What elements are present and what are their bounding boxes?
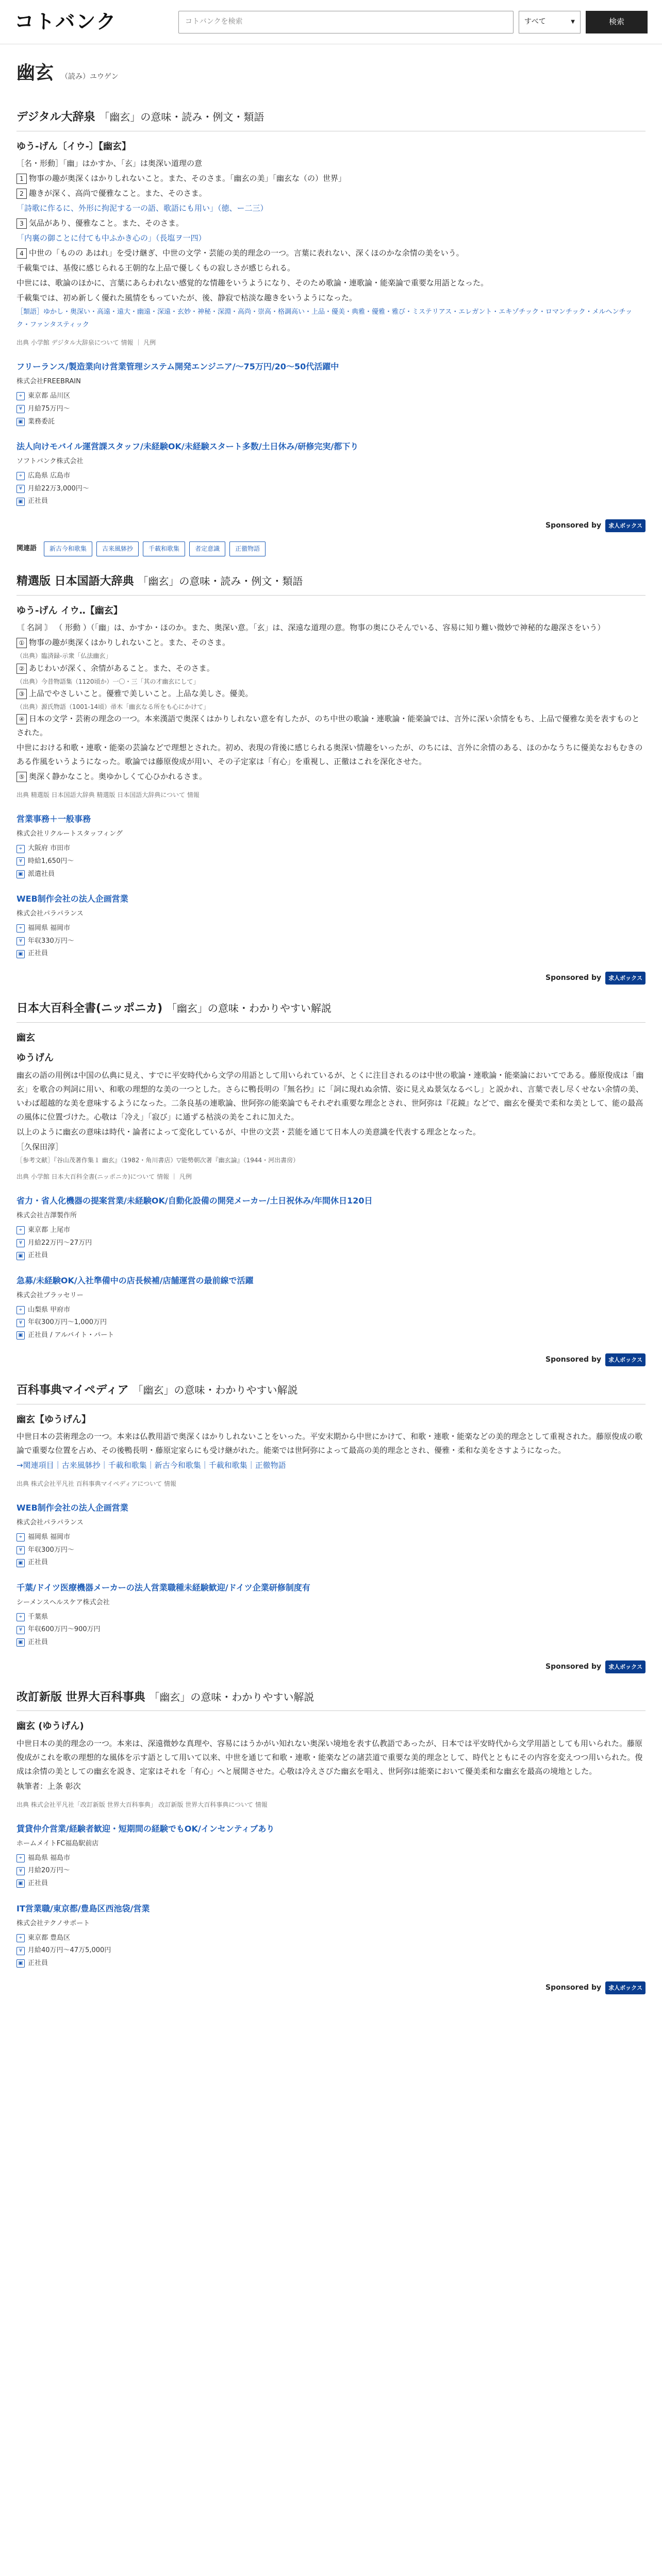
briefcase-icon: ▣ (16, 1559, 25, 1567)
sponsor-logo[interactable]: 求人ボックス (605, 972, 646, 985)
page-title: 幽玄 (16, 62, 54, 83)
references: ［参考文献］『谷山茂著作集１ 幽玄』（1982・角川書店）▽能勢朝次著『幽玄論』（1944・河出書房） (16, 1156, 300, 1164)
dictionary-name[interactable]: 精選版 日本国語大辞典 (16, 575, 134, 588)
job-company: ホームメイトFC福島駅前店 (16, 1839, 99, 1848)
section-heading-tail: 「幽玄」の意味・わかりやすい解説 (166, 1002, 332, 1015)
job-location (16, 1304, 646, 1317)
job-type-text: 正社員 (28, 1558, 48, 1567)
headword-reading: ゆうげん (16, 1053, 54, 1064)
section-heading-tail: 「幽玄」の意味・読み・例文・類語 (99, 111, 264, 123)
author: ［久保田淳］ (16, 1142, 63, 1151)
sense-3 (16, 687, 646, 701)
sponsor-logo[interactable]: 求人ボックス (605, 1660, 646, 1673)
sponsor-logo[interactable]: 求人ボックス (605, 1981, 646, 1994)
job-location-text: 東京都 豊島区 (28, 1934, 71, 1942)
citation: （出典）源氏物語（1001‐14頃）帚木「幽玄なる所をも心にかけて」 (16, 703, 210, 711)
sponsor-logo[interactable]: 求人ボックス (605, 1353, 646, 1366)
job-type-text: 正社員 (28, 1638, 48, 1646)
sponsor-label: Sponsored by (545, 974, 602, 982)
job-salary (16, 1544, 646, 1557)
briefcase-icon: ▣ (16, 1638, 25, 1647)
job-location-text: 福島県 福島市 (28, 1854, 71, 1862)
citation: （出典）今昔物語集（1120頃か）一〇・三「其の才幽玄にして」 (16, 677, 200, 685)
job-location-text: 山梨県 甲府市 (28, 1306, 71, 1314)
related-tag[interactable]: 古来風躰抄 (96, 541, 139, 556)
job-type (16, 416, 646, 429)
job-location (16, 390, 646, 403)
briefcase-icon: ▣ (16, 950, 25, 958)
job-title[interactable]: IT営業職/東京都/豊島区西池袋/営業 (16, 1903, 150, 1913)
job-list (16, 1194, 646, 1342)
briefcase-icon: ▣ (16, 1959, 25, 1968)
sponsor-bar (16, 1353, 646, 1366)
map-pin-icon: ⌖ (16, 1613, 25, 1621)
job-location (16, 470, 646, 483)
job-location (16, 1932, 646, 1945)
job-salary-text: 年収300万円～1,000万円 (28, 1318, 107, 1327)
briefcase-icon: ▣ (16, 870, 25, 878)
job-type-text: 正社員 / アルバイト・パート (28, 1331, 114, 1340)
sponsor-label: Sponsored by (545, 1355, 602, 1364)
sponsor-label: Sponsored by (545, 1983, 602, 1992)
section-heading (16, 108, 646, 131)
job-company: 株式会社FREEBRAIN (16, 378, 81, 386)
section-heading-tail: 「幽玄」の意味・わかりやすい解説 (133, 1384, 298, 1397)
sense-text: 気品があり、優雅なこと。また、そのさま。 (29, 218, 184, 228)
job-location (16, 1852, 646, 1865)
job-company: シーメンスヘルスケア株式会社 (16, 1598, 110, 1606)
entry-title-bar (16, 44, 646, 93)
job-location (16, 1224, 646, 1237)
sense-1 (16, 636, 646, 650)
headword: ゆう‐げん〔イウ‐〕【幽玄】 (16, 141, 131, 152)
related-tag[interactable]: 千載和歌集 (143, 541, 185, 556)
job-salary-text: 月給22万円～27万円 (28, 1239, 92, 1247)
briefcase-icon: ▣ (16, 418, 25, 426)
job-location (16, 842, 646, 855)
briefcase-icon: ▣ (16, 498, 25, 506)
map-pin-icon: ⌖ (16, 1533, 25, 1541)
job-card[interactable] (16, 812, 646, 880)
sense-text: 奥深く静かなこと。奥ゆかしくて心ひかれるさま。 (29, 772, 207, 782)
sponsor-bar (16, 1660, 646, 1673)
sense-number: 2 (16, 189, 27, 199)
job-title[interactable]: WEB制作会社の法人企画営業 (16, 894, 128, 904)
job-salary-text: 年収600万円～900万円 (28, 1625, 101, 1634)
sense-text: 物事の趣が奥深くはかりしれないこと。また、そのさま。「幽玄の美」「幽玄な（の）世界」 (29, 174, 346, 183)
job-location-text: 福岡県 福岡市 (28, 924, 71, 932)
job-card[interactable] (16, 439, 646, 508)
sponsor-bar (16, 519, 646, 532)
job-title[interactable]: 営業事務＋一般事務 (16, 814, 91, 824)
job-company: 株式会社ブラッセリー (16, 1292, 84, 1299)
job-location (16, 922, 646, 935)
section-heading-tail: 「幽玄」の意味・わかりやすい解説 (149, 1690, 315, 1703)
job-type (16, 868, 646, 881)
job-salary-text: 月給20万円～ (28, 1867, 70, 1875)
sense-extra[interactable]: 「内裏の御ことに付ても中ふかき心の」（長塩ヲ一四） (16, 233, 206, 243)
job-location-text: 千葉県 (28, 1613, 48, 1621)
job-type-text: 業務委託 (28, 417, 55, 426)
author: 執筆者：上条 彰次 (16, 1781, 81, 1791)
job-title[interactable]: 千葉/ドイツ医療機器メーカーの法人営業職種未経験歓迎/ドイツ企業研修制度有 (16, 1582, 310, 1592)
sense-2 (16, 662, 646, 675)
search-input[interactable]: コトバンクを検索 (178, 11, 514, 33)
job-card[interactable] (16, 1581, 646, 1649)
job-location (16, 1531, 646, 1544)
sense-text: あじわいが深く、余情があること。また、そのさま。 (29, 663, 214, 673)
sense-text: 上品でやさしいこと。優雅で美しいこと。上品な美しさ。優美。 (29, 689, 253, 699)
sense-4 (16, 246, 646, 260)
sense-number: ④ (16, 714, 27, 724)
job-salary-text: 月給40万円～47万5,000円 (28, 1946, 111, 1955)
dictionary-name[interactable]: デジタル大辞泉 (16, 111, 95, 124)
citation: （出典）臨済録‐示衆「仏法幽玄」 (16, 652, 112, 660)
job-company: 株式会社パラパランス (16, 910, 84, 918)
map-pin-icon: ⌖ (16, 1854, 25, 1862)
job-title[interactable]: フリーランス/製造業向け営業管理システム開発エンジニア/～75万円/20～50代活躍中 (16, 362, 339, 372)
job-card[interactable] (16, 892, 646, 960)
related-tag[interactable]: 者定意識 (189, 541, 225, 556)
section-heading-tail: 「幽玄」の意味・読み・例文・類語 (138, 575, 303, 588)
headword: 幽玄 (ゆうげん) (16, 1721, 84, 1732)
sense-4 (16, 712, 646, 740)
job-location-text: 福岡県 福岡市 (28, 1533, 71, 1541)
paragraph: 以上のように幽玄の意味は時代・論者によって変化しているが、中世の文芸・芸能を通じて日本人の美意識を代表する理念となった。 (16, 1127, 481, 1137)
map-pin-icon: ⌖ (16, 924, 25, 933)
job-company: 株式会社テクノサポート (16, 1919, 90, 1927)
map-pin-icon: ⌖ (16, 845, 25, 853)
sponsor-bar (16, 972, 646, 985)
source-note: 出典 小学館 日本大百科全書(ニッポニカ)について 情報 ｜ 凡例 (16, 1173, 192, 1181)
section-heading (16, 1381, 646, 1404)
sense-3 (16, 216, 646, 230)
job-type (16, 1556, 646, 1569)
job-type (16, 1329, 646, 1342)
job-card[interactable] (16, 360, 646, 428)
job-list (16, 1822, 646, 1970)
sense-number: ① (16, 638, 27, 648)
job-card[interactable] (16, 1902, 646, 1970)
job-salary (16, 1944, 646, 1957)
yen-icon: ¥ (16, 1239, 25, 1247)
related-terms (16, 541, 646, 556)
sense-2 (16, 187, 646, 200)
source-note: 出典 精選版 日本国語大辞典 精選版 日本国語大辞典について 情報 (16, 791, 200, 799)
yen-icon: ¥ (16, 937, 25, 945)
job-type-text: 正社員 (28, 950, 48, 958)
job-salary (16, 1237, 646, 1250)
job-location-text: 東京都 上尾市 (28, 1226, 71, 1234)
dictionary-name[interactable]: 改訂新版 世界大百科事典 (16, 1690, 145, 1704)
main-content (0, 44, 662, 1994)
sense-text: 趣きが深く、高尚で優雅なこと。また、そのさま。 (29, 189, 207, 198)
section-nipponica (16, 999, 646, 1182)
page-reading: （読み）ユウゲン (61, 73, 119, 81)
related-label: 関連語 (16, 545, 37, 553)
job-salary-text: 年収330万円～ (28, 937, 74, 945)
section-heading (16, 1688, 646, 1711)
yen-icon: ¥ (16, 857, 25, 866)
job-company: 株式会社パラパランス (16, 1519, 84, 1527)
job-list (16, 360, 646, 508)
paragraph: 千載集では、初め新しく優れた風情をもっていたが、後、静寂で枯淡な趣きをいうようになった。 (16, 293, 357, 302)
job-salary (16, 1865, 646, 1877)
paragraph: 幽玄の語の用例は中国の仏典に見え、すでに平安時代から文学の用語として用いられているが、とくに注目されるのは中世の歌論・連歌論・能楽論においてである。藤原俊成は「幽玄」を歌合の判詞に用い、和歌の理想的な美の一つとした。さらに鴨長明の『無名抄』に「詞に現れぬ余情、姿に見えぬ景気なるべし」と説かれ、言葉で表し尽くせない余情の美、いわば超越的な美を意味するようになった。二条良基の連歌論、世阿弥の能楽論でもそれぞれ重要な理念とされ、世阿弥は『花鏡』などで、幽玄を優美で柔和な美として、能の最高の風体に位置づけた。心敬は「冷え」「寂び」に通ずる枯淡の美をこれに加えた。 (16, 1070, 644, 1122)
briefcase-icon: ▣ (16, 1331, 25, 1340)
job-card[interactable] (16, 1501, 646, 1569)
chevron-down-icon: ▼ (571, 19, 575, 25)
job-list (16, 1501, 646, 1649)
section-daijisen (16, 108, 646, 348)
job-type (16, 1249, 646, 1262)
job-company: ソフトバンク株式会社 (16, 457, 84, 466)
site-header (0, 0, 662, 44)
job-type (16, 1636, 646, 1649)
job-title[interactable]: 急募/未経験OK/入社準備中の店長候補/店舗運営の最前線で活躍 (16, 1276, 254, 1285)
job-salary (16, 483, 646, 496)
job-title[interactable]: WEB制作会社の法人企画営業 (16, 1503, 128, 1513)
job-location (16, 1611, 646, 1624)
job-type-text: 正社員 (28, 1959, 48, 1967)
sense-text: 物事の趣が奥深くはかりしれないこと。また、そのさま。 (29, 638, 230, 648)
sense-5 (16, 770, 646, 784)
sense-text: 日本の文学・芸術の理念の一つ。本来漢語で奥深くはかりしれない意を有したが、のち中世の歌論・連歌論・能楽論では、言外に深い余情をもち、上品で優雅な美を表すものとされた。 (16, 714, 640, 738)
source-note: 出典 小学館 デジタル大辞泉について 情報 ｜ 凡例 (16, 339, 156, 347)
search-bar (178, 11, 648, 33)
sense-number: ⑤ (16, 772, 27, 782)
job-type-text: 派遣社員 (28, 870, 55, 878)
sense-number: 4 (16, 248, 27, 259)
job-card[interactable] (16, 1822, 646, 1890)
section-mypedia (16, 1381, 646, 1489)
paragraph: 中世には、歌論のほかに、言葉にあらわれない感覚的な情趣をいうようになり、そのため歌論・連歌論・能楽論で重要な用語となった。 (16, 278, 489, 287)
sense-number: ③ (16, 689, 27, 699)
job-list (16, 812, 646, 960)
sense-number: ② (16, 664, 27, 674)
sense-note[interactable]: 「詩歌に作るに、外形に拘泥する一の語、歌語にも用い」（徳、ー二三） (16, 204, 268, 213)
job-salary-text: 年収300万円～ (28, 1546, 74, 1554)
job-type-text: 正社員 (28, 497, 48, 505)
job-type (16, 1957, 646, 1970)
job-salary (16, 935, 646, 948)
job-salary-text: 月給22万3,000円～ (28, 484, 89, 493)
headword: 幽玄 (16, 1032, 35, 1043)
dictionary-name[interactable]: 百科事典マイペディア (16, 1384, 129, 1397)
headword: 幽玄【ゆうげん】 (16, 1414, 91, 1425)
job-type-text: 正社員 (28, 1251, 48, 1260)
yen-icon: ¥ (16, 1319, 25, 1327)
job-salary (16, 1623, 646, 1636)
job-location-text: 東京都 品川区 (28, 392, 71, 400)
definition-intro: 〘 名詞 〙 （ 形動 ）（「幽」は、かすか・ほのか。また、奥深い意。「玄」は、深遠な道理の意。物事の奥にひそんでいる、容易に知り難い微妙で神秘的な趣深さをいう） (16, 623, 605, 633)
job-salary-text: 時給1,650円～ (28, 857, 74, 865)
sponsor-label: Sponsored by (545, 521, 602, 530)
sense-number: 3 (16, 218, 27, 229)
section-heibonsha (16, 1688, 646, 1810)
job-company: 株式会社吉澤製作所 (16, 1212, 77, 1220)
search-scope-value: すべて (524, 18, 546, 26)
section-seisen (16, 572, 646, 801)
yen-icon: ¥ (16, 1626, 25, 1634)
yen-icon: ¥ (16, 1947, 25, 1955)
job-salary-text: 月給75万円～ (28, 404, 70, 413)
headword: ゆう‐げん イウ‥【幽玄】 (16, 605, 123, 616)
paragraph: 中世日本の芸術理念の一つ。本来は仏教用語で奥深くはかりしれないことをいった。平安末期から中世にかけて、和歌・連歌・能楽などの美的理念として重視された。藤原俊成の歌論で重要な位置を占め、その後鴨長明・藤原定家らにも受け継がれた。能楽では世阿弥によって最高の美的理念とされ、優雅・柔和な美をさすようになった。 (16, 1432, 643, 1455)
map-pin-icon: ⌖ (16, 1934, 25, 1942)
yen-icon: ¥ (16, 405, 25, 413)
briefcase-icon: ▣ (16, 1879, 25, 1888)
sponsor-label: Sponsored by (545, 1663, 602, 1671)
job-location-text: 大阪府 市田市 (28, 844, 71, 853)
job-type (16, 495, 646, 508)
related-tag[interactable]: 正徹物語 (229, 541, 266, 556)
job-salary (16, 1316, 646, 1329)
yen-icon: ¥ (16, 1867, 25, 1875)
map-pin-icon: ⌖ (16, 392, 25, 400)
yen-icon: ¥ (16, 1546, 25, 1554)
map-pin-icon: ⌖ (16, 1226, 25, 1234)
sense-1 (16, 172, 646, 185)
synonym-links[interactable]: ［類語］ゆかし・奥深い・高遠・遠大・幽遠・深遠・玄妙・神秘・深淵・高尚・崇高・格調高い・上品・優美・典雅・優雅・雅び・ミステリアス・エレガント・エキゾチック・ロマンチック・メルヘンチック・ファンタスティック (16, 308, 633, 329)
sponsor-bar (16, 1981, 646, 1994)
job-card[interactable] (16, 1194, 646, 1262)
search-button[interactable]: 検索 (586, 11, 648, 33)
paragraph: 千載集では、基俊に感じられる王朝的な上品で優しくもの寂しさが感じられる。 (16, 263, 295, 273)
section-heading (16, 572, 646, 596)
job-title[interactable]: 法人向けモバイル運営課スタッフ/未経験OK/未経験スタート多数/土日休み/研修完実/都下り (16, 442, 359, 452)
job-location-text: 広島県 広島市 (28, 471, 71, 480)
related-tag[interactable]: 新古今和歌集 (44, 541, 92, 556)
related-links[interactable]: →関連項目｜古来風躰抄｜千載和歌集｜新古今和歌集｜千載和歌集｜正徹物語 (16, 1461, 286, 1470)
job-type (16, 947, 646, 960)
sense-text: 中世の「ものの あはれ」を受け継ぎ、中世の文学・芸能の美的理念の一つ。言葉に表れない、深くほのかな余情の美をいう。 (29, 248, 464, 258)
job-company: 株式会社リクルートスタッフィング (16, 830, 123, 838)
source-note: 出典 株式会社平凡社「改訂新版 世界大百科事典」 改訂新版 世界大百科事典について 情報 (16, 1801, 268, 1808)
yen-icon: ¥ (16, 485, 25, 493)
site-logo[interactable]: コトバンク (14, 10, 117, 33)
search-scope-select[interactable] (519, 11, 581, 33)
job-card[interactable] (16, 1274, 646, 1342)
job-salary (16, 855, 646, 868)
paragraph: 中世日本の美的理念の一つ。本来は、深遠微妙な真理や、容易にはうかがい知れない奥深い境地を表す仏教語であったが、日本では平安時代から文学用語としても用いられた。藤原俊成がこれを歌の理想的な風体を示す語として用いて以来、中世を通じて和歌・連歌・能楽などの諸芸道で重要な美的理念として、時代とともにその内容を変えつつ用いられた。俊成は余情の美としての幽玄を説き、定家はそれを「有心」へと展開させた。心敬は冷えさびた幽玄を唱え、世阿弥は能楽において優美柔和な幽玄を最高の境地とした。 (16, 1738, 643, 1776)
section-heading (16, 999, 646, 1023)
map-pin-icon: ⌖ (16, 1306, 25, 1314)
job-title[interactable]: 省力・省人化機器の提案営業/未経験OK/自動化設備の開発メーカー/土日祝休み/年間休日120日 (16, 1196, 373, 1206)
definition-intro: ［名・形動］「幽」はかすか、「玄」は奥深い道理の意 (16, 159, 203, 168)
sponsor-logo[interactable]: 求人ボックス (605, 519, 646, 532)
job-type-text: 正社員 (28, 1879, 48, 1888)
job-type (16, 1877, 646, 1890)
briefcase-icon: ▣ (16, 1252, 25, 1260)
job-title[interactable]: 賃貸仲介営業/経験者歓迎・短期間の経験でもOK/インセンティブあり (16, 1823, 275, 1834)
source-note: 出典 株式会社平凡社 百科事典マイペディアについて 情報 (16, 1480, 177, 1488)
job-salary (16, 403, 646, 416)
dictionary-name[interactable]: 日本大百科全書(ニッポニカ) (16, 1002, 163, 1015)
paragraph: 中世における和歌・連歌・能楽の芸論などで理想とされた。初め、表現の背後に感じられる奥深い情趣をいったが、のちには、言外に余情のある、ほのかなうちに優美なおもむきのある作風をいうようになった。歌論では藤原俊成が用い、その子定家は「有心」を重視し、正徹はこれを深化させた。 (16, 743, 643, 767)
sense-number: 1 (16, 174, 27, 184)
map-pin-icon: ⌖ (16, 472, 25, 480)
